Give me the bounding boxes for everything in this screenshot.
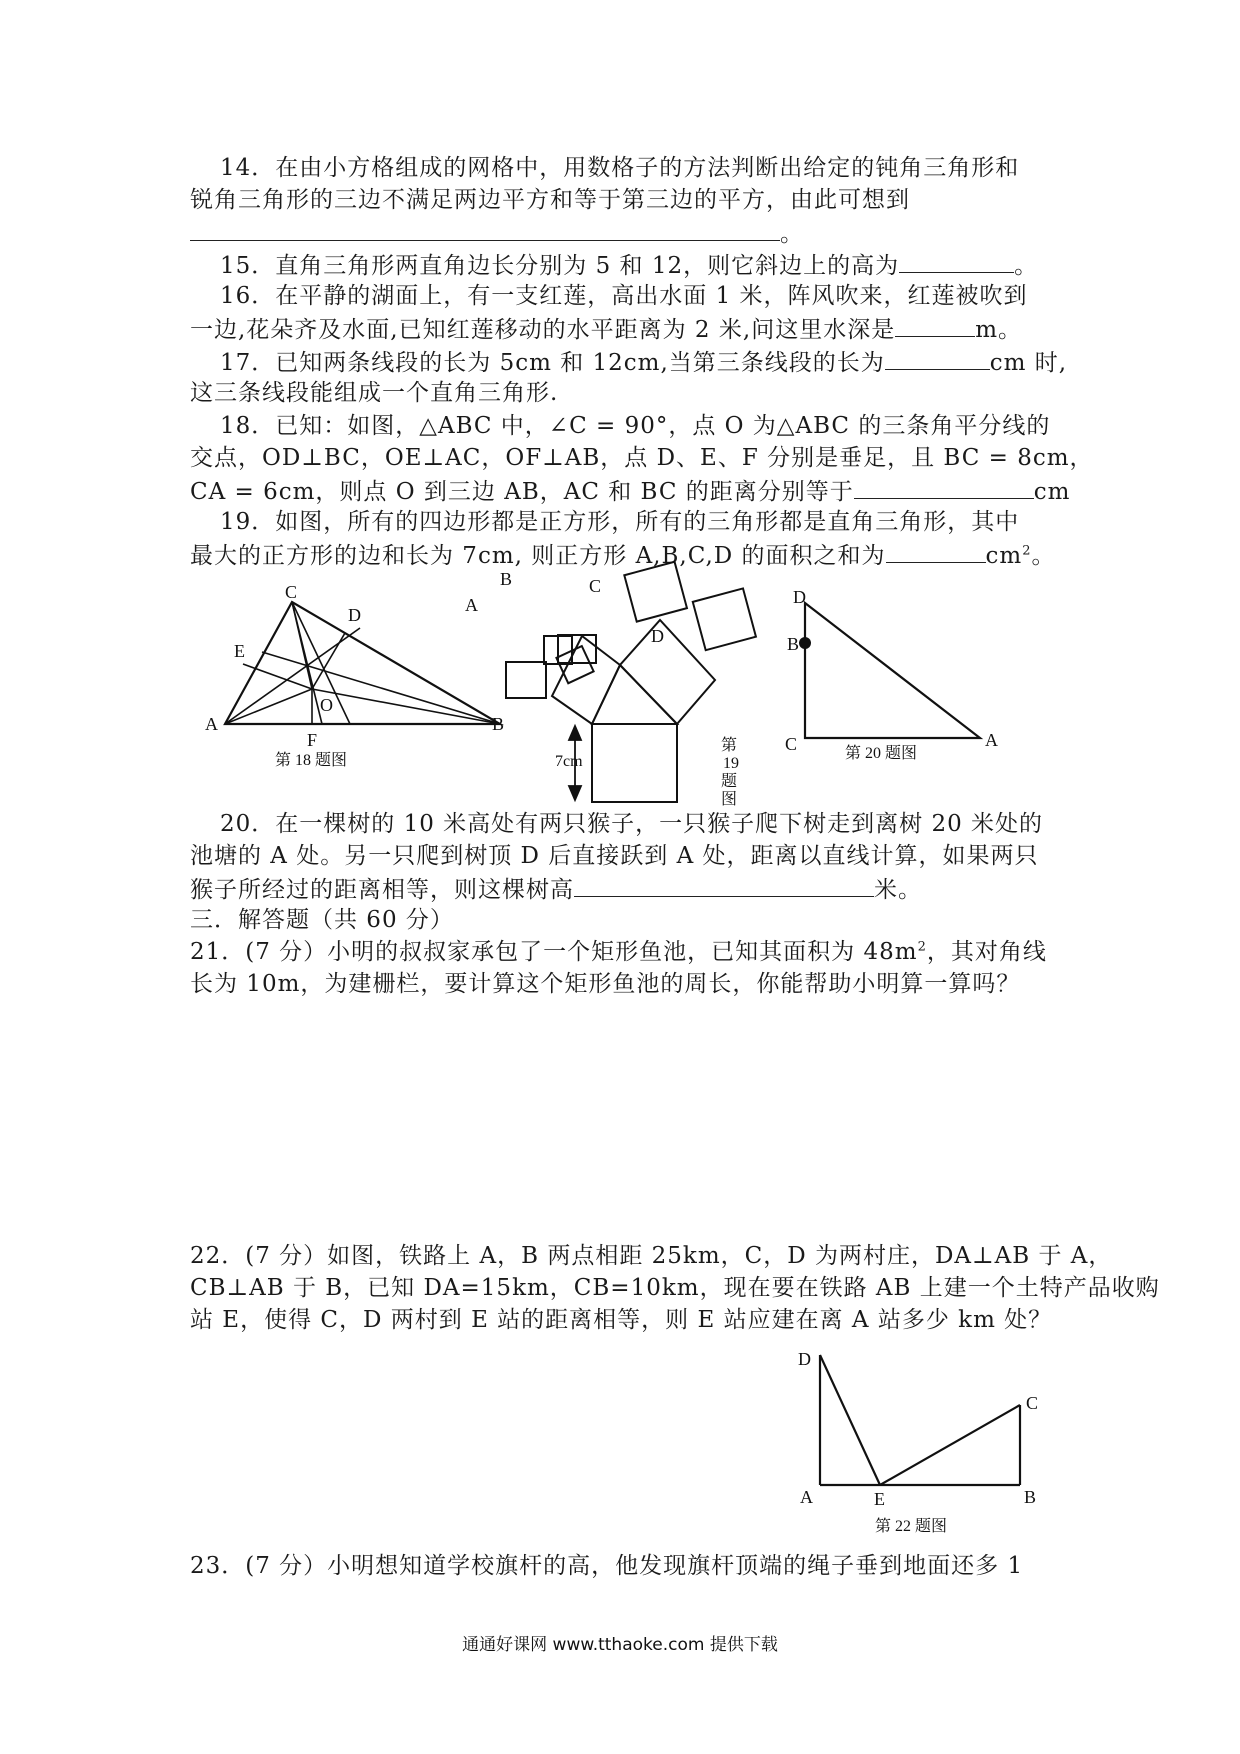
q15-line <box>190 248 1060 282</box>
figure-20 <box>775 588 1015 778</box>
fig22-label-c: C <box>1026 1393 1039 1413</box>
figure-19-small-squares <box>500 632 580 702</box>
square-b <box>544 636 572 664</box>
figure-22 <box>780 1335 1060 1535</box>
q18-text: CA = 6cm，则点 O 到三边 AB，AC 和 BC 的距离分别等于 <box>190 479 854 505</box>
fig18-label-o: O <box>320 695 333 715</box>
q21-sup: 2 <box>917 939 927 955</box>
fig20-label-b: B <box>787 634 800 654</box>
q17-end: cm 时, <box>989 350 1068 376</box>
q18-line1: 18．已知：如图，△ABC 中，∠C = 90°，点 O 为△ABC 的三条角平分线的 <box>220 413 1051 439</box>
q14-line2: 锐角三角形的三边不满足两边平方和等于第三边的平方，由此可想到 <box>190 187 910 213</box>
square-a <box>506 662 546 698</box>
q14-line3 <box>190 216 1060 250</box>
q16-line2 <box>190 312 1060 346</box>
fig22-label-a: A <box>800 1487 813 1507</box>
q20-line1: 20．在一棵树的 10 米高处有两只猴子，一只猴子爬下树走到离树 20 米处的 <box>220 811 1044 837</box>
q22-line1: 22．(7 分）如图，铁路上 A，B 两点相距 25km，C，D 为两村庄，DA⊥AB 于 A， <box>190 1243 1113 1269</box>
q17-line2: 这三条线段能组成一个直角三角形. <box>190 380 559 406</box>
q22-line2: CB⊥AB 于 B，已知 DA=15km，CB=10km，现在要在铁路 AB 上建一个土特产品收购 <box>190 1275 1160 1301</box>
page-footer: 通通好课网 www.tthaoke.com 提供下载 <box>462 1635 778 1655</box>
fig22-label-d: D <box>798 1349 811 1369</box>
figure-18 <box>200 582 510 778</box>
fig18-label-c: C <box>285 582 298 602</box>
fig18-label-b: B <box>492 714 505 734</box>
q20-end: 米。 <box>874 877 922 903</box>
q18-end: cm <box>1033 479 1071 505</box>
fig19-side-label: 7cm <box>555 753 583 770</box>
q18-line3 <box>190 474 1071 508</box>
q14-line1: 14．在由小方格组成的网格中，用数格子的方法判断出给定的钝角三角形和 <box>220 155 1020 181</box>
fig22-label-b: B <box>1024 1487 1037 1507</box>
q23-line1: 23．(7 分）小明想知道学校旗杆的高，他发现旗杆顶端的绳子垂到地面还多 1 <box>190 1553 1024 1579</box>
fig22-label-e: E <box>874 1489 885 1509</box>
fig19-caption-3: 题 <box>721 773 738 790</box>
q16-end: m。 <box>975 317 1023 343</box>
q16-answer-blank[interactable] <box>895 312 975 337</box>
q16-text: 一边,花朵齐及水面,已知红莲移动的水平距离为 2 米,问这里水深是 <box>190 317 896 343</box>
fig19-caption-1: 第 <box>721 737 738 754</box>
big-square <box>592 724 677 802</box>
q17-line1 <box>190 345 1068 379</box>
q19-answer-blank[interactable] <box>886 538 986 563</box>
q17-text: 17．已知两条线段的长为 5cm 和 12cm,当第三条线段的长为 <box>220 350 885 376</box>
q15-end: 。 <box>1014 253 1039 279</box>
q20-text: 猴子所经过的距离相等，则这棵树高 <box>190 877 574 903</box>
q22-line3: 站 E，使得 C，D 两村到 E 站的距离相等，则 E 站应建在离 A 站多少 km 处？ <box>190 1307 1053 1333</box>
q21-end: ，其对角线 <box>926 939 1047 965</box>
q20-line3 <box>190 872 1060 906</box>
q15-text: 15．直角三角形两直角边长分别为 5 和 12，则它斜边上的高为 <box>220 253 900 279</box>
q19-text: 最大的正方形的边和长为 7cm, 则正方形 A,B,C,D 的面积之和为 <box>190 543 886 569</box>
q20-line2: 池塘的 A 处。另一只爬到树顶 D 后直接跃到 A 处，距离以直线计算，如果两只 <box>190 843 1039 869</box>
q19-line1: 19．如图，所有的四边形都是正方形，所有的三角形都是直角三角形，其中 <box>220 509 1020 535</box>
fig18-label-f: F <box>307 730 318 750</box>
fig18-caption: 第 18 题图 <box>275 752 348 769</box>
point-b <box>799 637 811 649</box>
big-triangle <box>592 665 677 724</box>
fig19-label-d: D <box>651 626 664 646</box>
fig19-caption-4: 图 <box>721 791 738 808</box>
fig19-label-c: C <box>589 576 602 596</box>
triangle-dca <box>805 603 980 738</box>
q14-answer-blank[interactable] <box>190 216 780 241</box>
figure-22-lines <box>820 1355 1020 1485</box>
fig20-label-a: A <box>985 730 998 750</box>
fig20-label-d: D <box>793 587 806 607</box>
q19-unit-sup: 2 <box>1022 543 1032 559</box>
fig18-label-d: D <box>348 605 361 625</box>
q16-line1: 16．在平静的湖面上，有一支红莲，高出水面 1 米，阵风吹来，红莲被吹到 <box>220 283 1028 309</box>
q21-text: 21．(7 分）小明的叔叔家承包了一个矩形鱼池，已知其面积为 48m <box>190 939 918 965</box>
triangle-abc <box>225 602 500 724</box>
q19-line2 <box>190 538 1060 572</box>
fig19-label-b: B <box>500 569 513 589</box>
q20-answer-blank[interactable] <box>574 872 874 897</box>
q21-line2: 长为 10m，为建栅栏，要计算这个矩形鱼池的周长，你能帮助小明算一算吗？ <box>190 971 1021 997</box>
fig18-label-e: E <box>234 641 245 661</box>
fig19-label-a: A <box>465 595 478 615</box>
q19-end: 。 <box>1031 543 1056 569</box>
q21-line1 <box>190 936 1060 968</box>
q18-answer-blank[interactable] <box>854 474 1034 499</box>
right-square <box>620 620 715 724</box>
figure-18-lines <box>225 602 500 724</box>
fig19-caption-2: 19 <box>723 755 739 772</box>
q17-answer-blank[interactable] <box>885 345 990 370</box>
q14-line3-end: 。 <box>780 221 804 247</box>
q15-answer-blank[interactable] <box>899 248 1014 273</box>
fig22-caption: 第 22 题图 <box>875 1518 948 1535</box>
q18-line2: 交点，OD⊥BC，OE⊥AC，OF⊥AB，点 D、E、F 分别是垂足，且 BC = 8cm， <box>190 445 1094 471</box>
fig20-caption: 第 20 题图 <box>845 745 918 762</box>
q19-unit: cm <box>985 543 1023 569</box>
fig18-label-a: A <box>205 714 218 734</box>
fig20-label-c: C <box>785 734 798 754</box>
section-3-heading: 三．解答题（共 60 分） <box>190 907 454 933</box>
